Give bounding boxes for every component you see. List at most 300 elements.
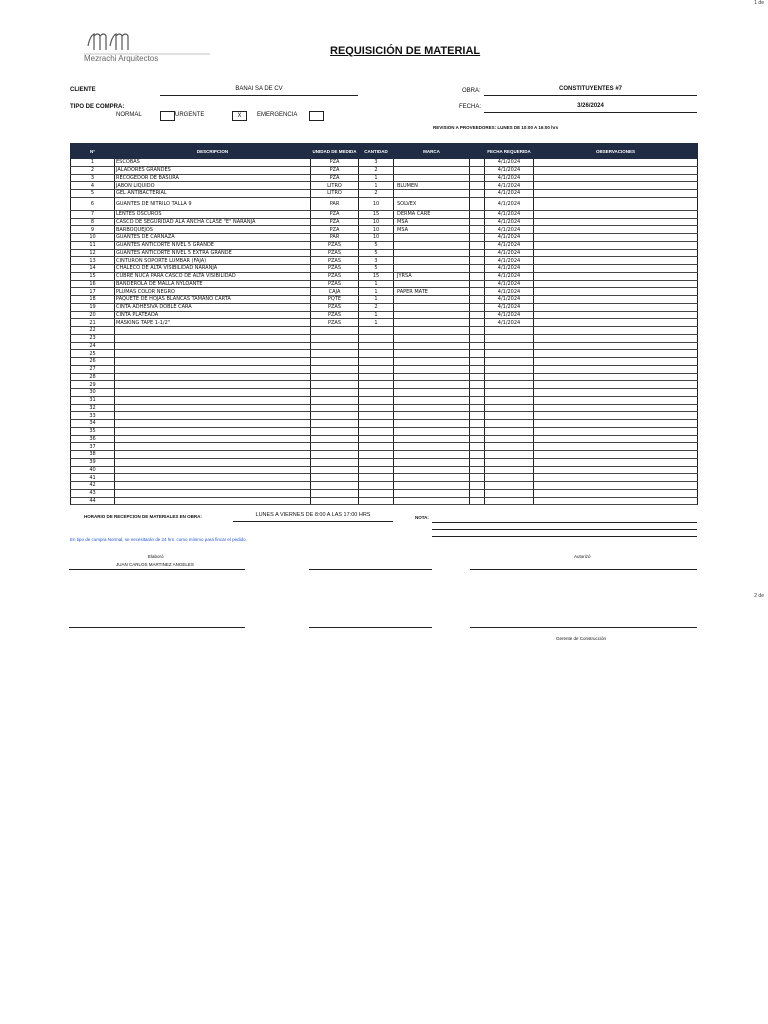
row-date: 4/1/2024 <box>485 174 534 182</box>
fecha-field: 3/26/2024 <box>484 103 697 113</box>
row-qty <box>359 404 394 412</box>
row-desc <box>115 342 311 350</box>
row-desc <box>115 427 311 435</box>
normal-checkbox[interactable] <box>160 111 175 121</box>
row-obs <box>534 451 698 459</box>
row-brand <box>394 234 470 242</box>
row-obs <box>534 296 698 304</box>
row-num: 34 <box>71 420 115 428</box>
row-qty: 5 <box>359 265 394 273</box>
row-desc <box>115 435 311 443</box>
row-num: 27 <box>71 365 115 373</box>
row-date <box>485 389 534 397</box>
row-date <box>485 350 534 358</box>
row-desc <box>115 358 311 366</box>
row-date <box>485 489 534 497</box>
row-unit: PAR <box>311 234 359 242</box>
row-obs <box>534 280 698 288</box>
row-num: 29 <box>71 381 115 389</box>
row-qty <box>359 443 394 451</box>
autorizo-label: Autorizó <box>574 554 591 559</box>
materials-table <box>70 143 698 505</box>
row-obs <box>534 365 698 373</box>
row-blank <box>470 296 485 304</box>
row-unit: PZAS <box>311 257 359 265</box>
row-date <box>485 327 534 335</box>
row-unit: PZAS <box>311 311 359 319</box>
table-row <box>71 420 698 428</box>
row-obs <box>534 166 698 174</box>
table-row <box>71 166 698 174</box>
row-blank <box>470 342 485 350</box>
obra-label: OBRA: <box>462 88 481 94</box>
row-date <box>485 443 534 451</box>
row-desc: CUBRE NUCA PARA CASCO DE ALTA VISIBILIDAD <box>115 272 311 280</box>
table-row <box>71 234 698 242</box>
table-row <box>71 435 698 443</box>
obra-field: CONSTITUYENTES #7 <box>484 86 697 96</box>
row-obs <box>534 404 698 412</box>
row-desc <box>115 443 311 451</box>
row-obs <box>534 226 698 234</box>
row-brand <box>394 174 470 182</box>
row-qty: 10 <box>359 197 394 210</box>
row-qty: 2 <box>359 190 394 198</box>
row-unit <box>311 389 359 397</box>
row-brand <box>394 396 470 404</box>
row-obs <box>534 303 698 311</box>
row-num: 32 <box>71 404 115 412</box>
table-row <box>71 458 698 466</box>
row-unit <box>311 365 359 373</box>
row-desc: BARBOQUEJOS <box>115 226 311 234</box>
elaboro-label: Elaboró <box>148 554 164 559</box>
row-date: 4/1/2024 <box>485 249 534 257</box>
row-blank <box>470 451 485 459</box>
table-row <box>71 373 698 381</box>
row-blank <box>470 443 485 451</box>
row-qty <box>359 389 394 397</box>
row-unit: LITRO <box>311 190 359 198</box>
row-qty: 1 <box>359 288 394 296</box>
row-blank <box>470 249 485 257</box>
row-date <box>485 420 534 428</box>
row-blank <box>470 396 485 404</box>
row-blank <box>470 334 485 342</box>
row-blank <box>470 303 485 311</box>
row-date <box>485 466 534 474</box>
row-brand <box>394 280 470 288</box>
autorizo-signature-line <box>470 568 697 570</box>
table-row <box>71 365 698 373</box>
row-blank <box>470 182 485 190</box>
table-row <box>71 249 698 257</box>
horario-label: HORARIO DE RECEPCION DE MATERIALES EN OBRA: <box>84 514 202 519</box>
row-qty: 1 <box>359 174 394 182</box>
row-desc <box>115 396 311 404</box>
table-row <box>71 412 698 420</box>
row-obs <box>534 241 698 249</box>
table-row <box>71 280 698 288</box>
row-blank <box>470 311 485 319</box>
row-blank <box>470 197 485 210</box>
row-unit <box>311 358 359 366</box>
row-num: 18 <box>71 296 115 304</box>
emergencia-checkbox[interactable] <box>309 111 324 121</box>
table-row <box>71 389 698 397</box>
row-blank <box>470 482 485 490</box>
row-brand <box>394 412 470 420</box>
row-qty: 1 <box>359 182 394 190</box>
row-blank <box>470 241 485 249</box>
row-num: 25 <box>71 350 115 358</box>
row-qty <box>359 334 394 342</box>
row-blank <box>470 412 485 420</box>
row-num: 38 <box>71 451 115 459</box>
row-date <box>485 404 534 412</box>
row-desc <box>115 474 311 482</box>
row-num: 10 <box>71 234 115 242</box>
row-unit <box>311 381 359 389</box>
row-unit <box>311 327 359 335</box>
row-num: 39 <box>71 458 115 466</box>
row-unit: LITRO <box>311 182 359 190</box>
row-qty <box>359 365 394 373</box>
row-desc: GUANTES ANTICORTE NIVEL 5 GRANDE <box>115 241 311 249</box>
row-desc <box>115 350 311 358</box>
row-obs <box>534 358 698 366</box>
table-row <box>71 427 698 435</box>
row-date <box>485 427 534 435</box>
table-row <box>71 489 698 497</box>
row-unit: CAJA <box>311 288 359 296</box>
row-unit: PZAS <box>311 280 359 288</box>
row-obs <box>534 272 698 280</box>
row-desc: PLUMAS COLOR NEGRO <box>115 288 311 296</box>
row-brand: MSA <box>394 218 470 226</box>
row-date: 4/1/2024 <box>485 241 534 249</box>
row-unit: PZAS <box>311 272 359 280</box>
row-brand <box>394 296 470 304</box>
row-qty: 2 <box>359 166 394 174</box>
row-qty <box>359 412 394 420</box>
row-date: 4/1/2024 <box>485 311 534 319</box>
emergencia-label: EMERGENCIA <box>257 112 298 118</box>
row-unit <box>311 451 359 459</box>
row-brand <box>394 420 470 428</box>
row-qty <box>359 327 394 335</box>
row-obs <box>534 489 698 497</box>
row-qty <box>359 350 394 358</box>
row-blank <box>470 159 485 167</box>
table-row <box>71 474 698 482</box>
row-num: 7 <box>71 210 115 218</box>
row-unit <box>311 404 359 412</box>
row-date <box>485 358 534 366</box>
row-blank <box>470 174 485 182</box>
row-unit <box>311 373 359 381</box>
row-brand: SOLVEX <box>394 197 470 210</box>
row-date: 4/1/2024 <box>485 319 534 327</box>
normal-label: NORMAL <box>116 112 142 118</box>
row-obs <box>534 497 698 505</box>
table-row <box>71 451 698 459</box>
row-obs <box>534 257 698 265</box>
row-qty: 15 <box>359 210 394 218</box>
row-blank <box>470 497 485 505</box>
row-num: 20 <box>71 311 115 319</box>
row-brand <box>394 190 470 198</box>
row-qty: 5 <box>359 249 394 257</box>
table-row <box>71 327 698 335</box>
urgente-label: URGENTE <box>175 112 205 118</box>
page-number-1: 1 de <box>754 0 764 6</box>
row-obs <box>534 389 698 397</box>
table-row <box>71 404 698 412</box>
row-date <box>485 412 534 420</box>
col-header-unit: UNIDAD DE MEDIDA <box>311 144 359 159</box>
table-row <box>71 497 698 505</box>
row-qty: 1 <box>359 296 394 304</box>
row-date: 4/1/2024 <box>485 166 534 174</box>
row-desc <box>115 365 311 373</box>
row-brand <box>394 319 470 327</box>
row-brand <box>394 257 470 265</box>
nota-line-1 <box>432 521 697 523</box>
col-header-brand: MARCA <box>394 144 470 159</box>
row-brand <box>394 443 470 451</box>
row-desc <box>115 373 311 381</box>
page-number-2: 2 de <box>754 593 764 599</box>
middle-signature-line <box>309 568 432 570</box>
row-obs <box>534 311 698 319</box>
urgente-checkbox[interactable]: X <box>232 111 247 121</box>
table-row <box>71 350 698 358</box>
row-date: 4/1/2024 <box>485 280 534 288</box>
row-qty: 3 <box>359 257 394 265</box>
row-brand <box>394 435 470 443</box>
row-obs <box>534 435 698 443</box>
col-header-date: FECHA REQUERIDA <box>485 144 534 159</box>
row-desc <box>115 489 311 497</box>
row-unit: PZAS <box>311 241 359 249</box>
row-obs <box>534 327 698 335</box>
row-qty: 5 <box>359 241 394 249</box>
row-num: 13 <box>71 257 115 265</box>
row-desc: CHALECO DE ALTA VISIBILIDAD NARANJA <box>115 265 311 273</box>
table-row <box>71 342 698 350</box>
row-blank <box>470 489 485 497</box>
row-num: 40 <box>71 466 115 474</box>
row-blank <box>470 288 485 296</box>
horario-field: LUNES A VIERNES DE 8:00 A LAS 17:00 HRS <box>233 512 393 522</box>
row-num: 24 <box>71 342 115 350</box>
row-unit <box>311 497 359 505</box>
row-unit <box>311 443 359 451</box>
row-num: 26 <box>71 358 115 366</box>
row-brand <box>394 327 470 335</box>
table-header-row <box>71 144 698 159</box>
row-desc: GEL ANTIBACTERIAL <box>115 190 311 198</box>
col-header-num: N° <box>71 144 115 159</box>
row-qty: 2 <box>359 303 394 311</box>
row-desc: BANDEROLA DE MALLA NYLOANTE <box>115 280 311 288</box>
row-brand <box>394 489 470 497</box>
row-num: 11 <box>71 241 115 249</box>
row-obs <box>534 265 698 273</box>
row-num: 41 <box>71 474 115 482</box>
row-desc: LENTES OSCUROS <box>115 210 311 218</box>
row-blank <box>470 350 485 358</box>
col-header-qty: CANTIDAD <box>359 144 394 159</box>
row-obs <box>534 288 698 296</box>
page2-line-1 <box>69 626 245 628</box>
row-desc <box>115 404 311 412</box>
row-num: 22 <box>71 327 115 335</box>
row-num: 42 <box>71 482 115 490</box>
row-brand: BLUMEN <box>394 182 470 190</box>
row-blank <box>470 234 485 242</box>
row-date: 4/1/2024 <box>485 226 534 234</box>
row-num: 15 <box>71 272 115 280</box>
row-qty <box>359 358 394 366</box>
row-date: 4/1/2024 <box>485 218 534 226</box>
row-unit <box>311 435 359 443</box>
row-num: 33 <box>71 412 115 420</box>
row-blank <box>470 365 485 373</box>
row-qty: 1 <box>359 311 394 319</box>
row-brand <box>394 389 470 397</box>
row-unit <box>311 458 359 466</box>
table-row <box>71 396 698 404</box>
row-date <box>485 365 534 373</box>
row-blank <box>470 381 485 389</box>
table-row <box>71 272 698 280</box>
row-num: 36 <box>71 435 115 443</box>
row-unit <box>311 350 359 358</box>
row-brand: MSA <box>394 226 470 234</box>
table-row <box>71 182 698 190</box>
row-blank <box>470 373 485 381</box>
row-obs <box>534 234 698 242</box>
row-num: 31 <box>71 396 115 404</box>
tipo-compra-label: TIPO DE COMPRA: <box>70 104 125 110</box>
row-blank <box>470 166 485 174</box>
row-desc <box>115 412 311 420</box>
row-qty <box>359 489 394 497</box>
cliente-label: CLIENTE <box>70 87 96 93</box>
row-desc <box>115 497 311 505</box>
row-date: 4/1/2024 <box>485 210 534 218</box>
row-brand <box>394 427 470 435</box>
row-desc: PAQUETE DE HOJAS BLANCAS TAMAÑO CARTA <box>115 296 311 304</box>
col-header-obs: OBSERVACIONES <box>534 144 698 159</box>
col-header-blank <box>470 144 485 159</box>
row-brand <box>394 166 470 174</box>
row-obs <box>534 159 698 167</box>
row-num: 35 <box>71 427 115 435</box>
row-date <box>485 474 534 482</box>
row-qty <box>359 342 394 350</box>
row-qty <box>359 474 394 482</box>
row-blank <box>470 280 485 288</box>
row-desc <box>115 420 311 428</box>
row-desc: CINTURON SOPORTE LUMBAR (FAJA) <box>115 257 311 265</box>
row-date: 4/1/2024 <box>485 190 534 198</box>
row-date: 4/1/2024 <box>485 182 534 190</box>
row-unit <box>311 396 359 404</box>
row-obs <box>534 427 698 435</box>
row-unit: PQTE <box>311 296 359 304</box>
row-obs <box>534 249 698 257</box>
row-num: 2 <box>71 166 115 174</box>
row-date <box>485 373 534 381</box>
row-date: 4/1/2024 <box>485 197 534 210</box>
page2-line-3 <box>470 626 697 628</box>
row-unit <box>311 334 359 342</box>
row-brand <box>394 458 470 466</box>
row-num: 5 <box>71 190 115 198</box>
row-obs <box>534 190 698 198</box>
row-desc <box>115 389 311 397</box>
page2-line-2 <box>309 626 432 628</box>
row-date: 4/1/2024 <box>485 234 534 242</box>
row-desc <box>115 334 311 342</box>
row-num: 12 <box>71 249 115 257</box>
row-desc <box>115 482 311 490</box>
row-brand <box>394 159 470 167</box>
row-brand <box>394 358 470 366</box>
row-blank <box>470 458 485 466</box>
table-row <box>71 174 698 182</box>
row-qty: 1 <box>359 280 394 288</box>
row-num: 21 <box>71 319 115 327</box>
row-obs <box>534 373 698 381</box>
row-obs <box>534 210 698 218</box>
table-row <box>71 210 698 218</box>
row-obs <box>534 396 698 404</box>
row-obs <box>534 350 698 358</box>
row-num: 3 <box>71 174 115 182</box>
row-date <box>485 396 534 404</box>
row-num: 6 <box>71 197 115 210</box>
row-num: 17 <box>71 288 115 296</box>
row-desc: JABON LIQUIDO <box>115 182 311 190</box>
row-desc: CASCO DE SEGURIDAD ALA ANCHA CLASE "E" NARANJA <box>115 218 311 226</box>
row-date <box>485 451 534 459</box>
row-brand <box>394 334 470 342</box>
row-qty <box>359 497 394 505</box>
row-unit: PZA <box>311 226 359 234</box>
row-unit: PAR <box>311 197 359 210</box>
row-qty: 10 <box>359 226 394 234</box>
row-blank <box>470 257 485 265</box>
row-obs <box>534 197 698 210</box>
row-brand <box>394 373 470 381</box>
row-blank <box>470 265 485 273</box>
row-brand <box>394 303 470 311</box>
row-brand: JYRSA <box>394 272 470 280</box>
row-date: 4/1/2024 <box>485 288 534 296</box>
gerente-label: Gerente de Construcción <box>556 636 607 641</box>
row-obs <box>534 412 698 420</box>
row-qty <box>359 381 394 389</box>
row-blank <box>470 358 485 366</box>
row-brand <box>394 249 470 257</box>
row-blank <box>470 210 485 218</box>
row-date <box>485 342 534 350</box>
row-blank <box>470 327 485 335</box>
